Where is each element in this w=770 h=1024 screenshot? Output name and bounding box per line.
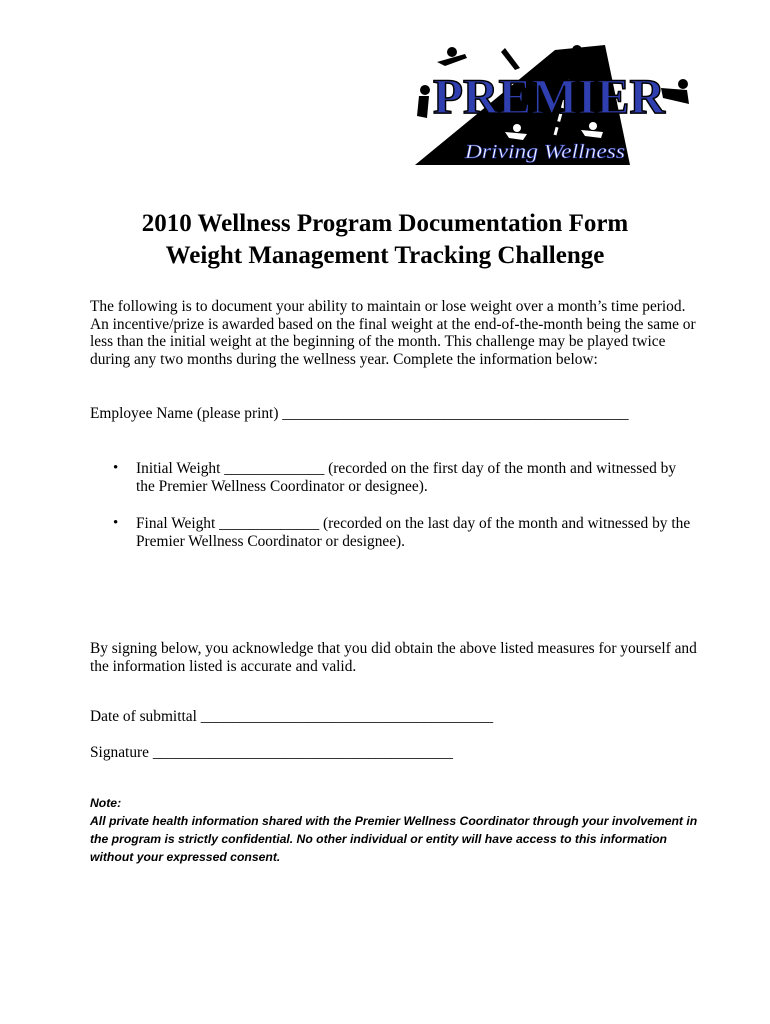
premier-logo-graphic [405, 40, 695, 175]
final-weight-field[interactable]: Final Weight _____________ (recorded on the last day of the month and witnessed by the Premier Wellness Coordinator or designee). [136, 515, 691, 550]
note-body: All private health information shared with the Premier Wellness Coordinator through your involvement in the program is strictly confidential. No other individual or entity will have access to this information without your expressed consent. [90, 814, 698, 864]
form-subtitle: Weight Management Tracking Challenge [165, 242, 605, 269]
premier-logo [405, 40, 695, 175]
employee-name-field[interactable]: Employee Name (please print) _____________________________________________ [90, 405, 629, 422]
bullet-marker: • [113, 460, 119, 476]
note-heading: Note: [90, 796, 122, 810]
intro-paragraph: The following is to document your ability to maintain or lose weight over a month’s time period. An incentive/prize is awarded based on the final weight at the end-of-the-month being the same or less than the initial weight at the beginning of the month. This challenge may be played twice during any two months during the wellness year. Complete the information below: [90, 298, 696, 368]
logo-brand-text: PREMIER [433, 68, 666, 124]
signature-field[interactable]: Signature _______________________________________ [90, 744, 453, 761]
acknowledgement-paragraph: By signing below, you acknowledge that you did obtain the above listed measures for yourself and the information listed is accurate and valid. [90, 640, 697, 675]
date-of-submittal-field[interactable]: Date of submittal ______________________________________ [90, 708, 494, 725]
bullet-marker: • [113, 515, 119, 531]
initial-weight-field[interactable]: Initial Weight _____________ (recorded on the first day of the month and witnessed by the Premier Wellness Coordinator or designee). [136, 460, 677, 495]
logo-tagline: Driving Wellness [463, 141, 626, 163]
form-title: 2010 Wellness Program Documentation Form [141, 210, 629, 237]
